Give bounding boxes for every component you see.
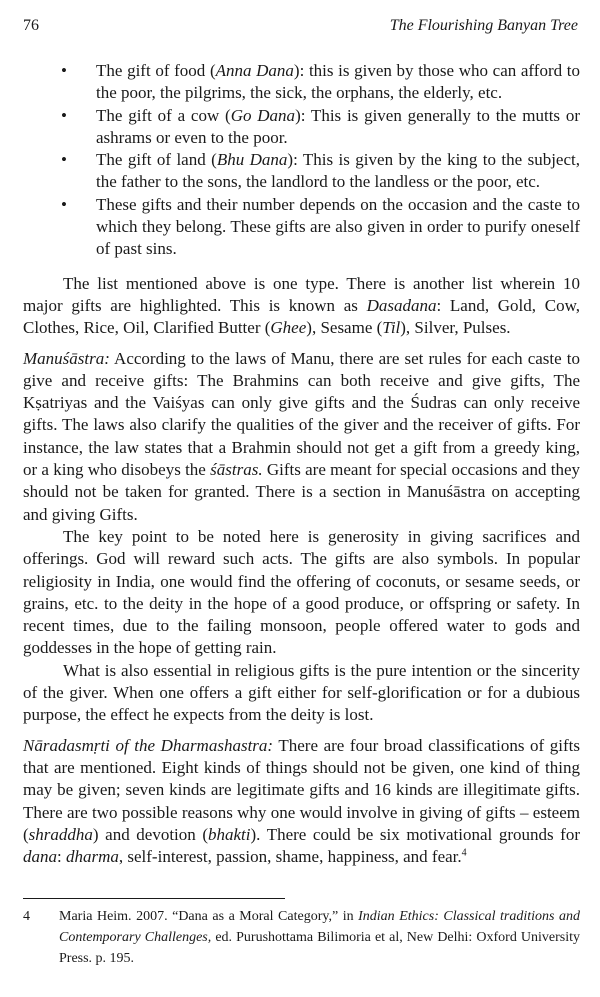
footnote-text: Maria Heim. 2007. “Dana as a Moral Category,” in Indian Ethics: Classical traditions and Contemporary Challenges, ed. Purushottama Bilimoria et al, New Delhi: Oxford University Press. p. 195. bbox=[59, 909, 581, 966]
section-heading: Nāradasmṛti of the Dharmashastra: bbox=[23, 735, 274, 755]
footnote-number: 4 bbox=[23, 909, 30, 924]
list-item: • These gifts and their number depends on the occasion and the caste to which they belong. These gifts are also given in order to purify oneself of past sins. bbox=[61, 194, 580, 259]
running-title: The Flourishing Banyan Tree bbox=[389, 17, 578, 34]
sanskrit-term: Til bbox=[382, 318, 401, 338]
bullet-icon: • bbox=[61, 150, 67, 170]
paragraph-manusastra: Manuśāstra: According to the laws of Manu, there are set rules for each caste to give and receive gifts: The Brahmins can both receive and give gifts, The Kṣatriyas and the Vaiśyas can only give gifts and the Śudras can only receive gifts. The laws also clarify the qualities of the giver and the receiver of gifts. For instance, the law states that a Brahmin should not get a gift from a greedy king, or a king who disobeys the śāstras. Gifts are meant for special occasions and they should not be taken for granted. There is a section in Manuśāstra on accepting and giving Gifts. bbox=[23, 348, 580, 524]
footnote-divider bbox=[23, 898, 285, 899]
bullet-icon: • bbox=[61, 194, 67, 214]
paragraph-essential: What is also essential in religious gifts is the pure intention or the sincerity of the giver. When one offers a gift either for self-glorification or for a dubious purpose, the effect he expects from the deity is lost. bbox=[23, 660, 580, 725]
footnote-reference: 4 bbox=[461, 847, 467, 859]
paragraph-naradasmrti: Nāradasmṛti of the Dharmashastra: There are four broad classifications of gifts that are mentioned. Eight kinds of things should not be given, one kind of thing may be given; seven kinds are legitimate gifts and 16 kinds are illegitimate gifts. There are two possible reasons why one would involve in giving of gifts – esteem (shraddha) and devotion (bhakti). There could be six motivational grounds for dana: dharma, self-interest, passion, shame, happiness, and fear.$^4$ bbox=[23, 735, 581, 867]
page-number: 76 bbox=[23, 17, 39, 34]
paragraph-key-point: The key point to be noted here is generosity in giving sacrifices and offerings. God will reward such acts. The gifts are also symbols. In popular religiosity in India, one would find the offering of coconuts, or sesame seeds, or grains, etc. to the deity in the hope of a good produce, or offspring or safety. In recent times, due to the failing monsoon, people offered water to gods and goddesses in the hope of getting rain. bbox=[23, 526, 580, 658]
running-header bbox=[23, 16, 578, 36]
list-item: • The gift of a cow (Go Dana): This is given generally to the mutts or ashrams or even to the poor. bbox=[61, 105, 581, 147]
sanskrit-term: shraddha bbox=[28, 824, 93, 844]
sanskrit-term: dharma bbox=[65, 847, 119, 867]
sanskrit-term: Dasadana bbox=[366, 295, 437, 315]
sanskrit-term: Go Dana bbox=[230, 105, 296, 125]
gift-types-list bbox=[23, 60, 580, 261]
sanskrit-term: Bhu Dana bbox=[216, 150, 288, 170]
cited-title: Indian Ethics: Classical traditions and Contemporary Challenges, bbox=[59, 909, 581, 945]
section-heading: Manuśāstra: bbox=[23, 348, 110, 368]
page-body bbox=[23, 60, 580, 868]
list-item: • The gift of food (Anna Dana): this is given by those who can afford to the poor, the pilgrims, the sick, the orphans, the elderly, etc. bbox=[61, 61, 580, 103]
sanskrit-term: dana bbox=[23, 847, 57, 867]
list-item: • The gift of land (Bhu Dana): This is given by the king to the subject, the father to the sons, the landlord to the landless or the poor, etc. bbox=[61, 150, 580, 192]
sanskrit-term: bhakti bbox=[208, 824, 251, 844]
bullet-icon: • bbox=[61, 105, 67, 125]
paragraph-dasadana: The list mentioned above is one type. There is another list wherein 10 major gifts are highlighted. This is known as Dasadana: Land, Gold, Cow, Clothes, Rice, Oil, Clarified Butter (Ghee), Sesame (Til), Silver, Pulses. bbox=[23, 273, 580, 338]
footnote bbox=[23, 906, 580, 969]
bullet-icon: • bbox=[61, 61, 67, 80]
sanskrit-term: Ghee bbox=[270, 318, 307, 338]
sanskrit-term: śāstras. bbox=[210, 460, 263, 480]
sanskrit-term: Anna Dana bbox=[215, 61, 294, 80]
